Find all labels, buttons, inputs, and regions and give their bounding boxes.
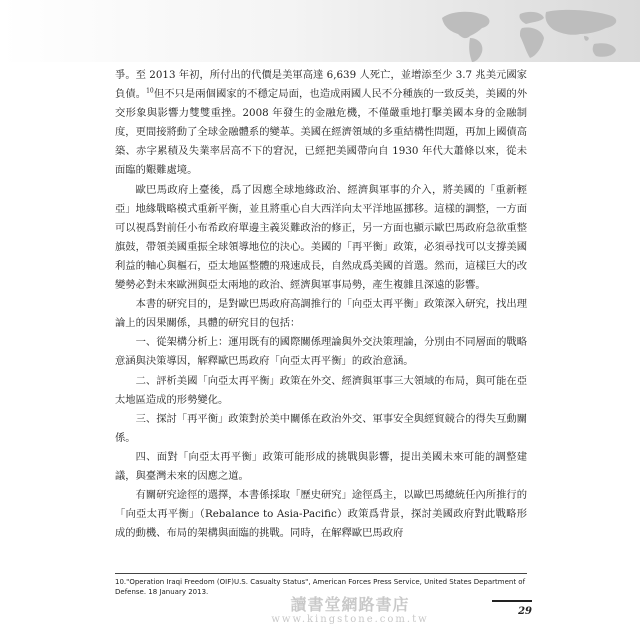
watermark-name: 讀書堂網路書店 bbox=[290, 595, 410, 614]
page-number: 29 bbox=[492, 600, 532, 622]
paragraph: 爭。至 2013 年初，所付出的代價是美軍高達 6,639 人死亡，並增添至少 3.7 兆美元國家負債。$^{10}$但不只是兩個國家的不穩定局面，也造成兩國人民不分種族的一致反美，美國的外交形象與影響力雙雙重挫。2008 年發生的金融危機，不僅嚴重地打擊美國本身的金融制度，更間接將動了全球金融體系的變革。美國在經濟領域的多重結構性問題，再加上國債高築、赤字累積及失業率居高不下的窘況，已經把美國帶向自 1930 年代大蕭條以來，從未面臨的艱難處境。 bbox=[115, 69, 528, 177]
paragraph: 歐巴馬政府上臺後，爲了因應全球地緣政治、經濟與軍事的介入，將美國的「重新輕亞」地緣戰略模式重新平衡，並且將重心自大西洋向太平洋地區挪移。這樣的調整，一方面可以視爲對前任小布希政府單邊主義災難政治的修正，另一方面也顯示歐巴馬政府急欲重整旗鼓，帶領美國重振全球領導地位的決心。美國的「再平衡」政策，必須尋找可以支撐美國利益的軸心與樞石，亞太地區整體的飛速成長，自然成爲美國的首選。然而，這樣巨大的改變勢必對未來歐洲與亞太兩地的政治、經濟與軍事局勢，產生複雜且深遠的影響。 bbox=[115, 183, 527, 292]
watermark-url: www.kingstone.com.tw bbox=[271, 614, 429, 625]
footnote: 10."Operation Iraqi Freedom (OIF)U.S. Casualty Status", American Forces Press Service, United States Department of Defense. 18 January 2013. bbox=[115, 578, 526, 596]
paragraph: 四、面對「向亞太再平衡」政策可能形成的挑戰與影響，提出美國未來可能的調整建議，與臺灣未來的因應之道。 bbox=[115, 450, 527, 482]
header-band bbox=[0, 0, 640, 62]
paragraph: 二、評析美國「向亞太再平衡」政策在外交、經濟與軍事三大領域的布局，與可能在亞太地區造成的形勢變化。 bbox=[115, 374, 527, 406]
footnote-ref[interactable]: 10 bbox=[146, 87, 154, 95]
footnote-divider bbox=[115, 573, 527, 574]
world-map-icon bbox=[434, 4, 634, 64]
body-text bbox=[115, 66, 527, 543]
paragraph: 有關研究途徑的選擇，本書係採取「歷史研究」途徑爲主，以歐巴馬總統任內所推行的「向亞太再平衡」（Rebalance to Asia-Pacific）政策爲背景，探討美國政府對此戰略形成的動機、布局的架構與面臨的挑戰。同時，在解釋歐巴馬政府 bbox=[115, 489, 527, 540]
paragraph: 一、從架構分析上：運用既有的國際關係理論與外交決策理論，分別由不同層面的戰略意涵與決策導因，解釋歐巴馬政府「向亞太再平衡」的政治意涵。 bbox=[115, 336, 527, 368]
paragraph: 三、探討「再平衡」政策對於美中關係在政治外交、軍事安全與經貿競合的得失互動關係。 bbox=[115, 412, 527, 444]
watermark bbox=[225, 596, 475, 626]
paragraph: 本書的研究目的，是對歐巴馬政府高調推行的「向亞太再平衡」政策深入研究，找出理論上的因果關係，具體的研究目的包括： bbox=[115, 298, 527, 330]
